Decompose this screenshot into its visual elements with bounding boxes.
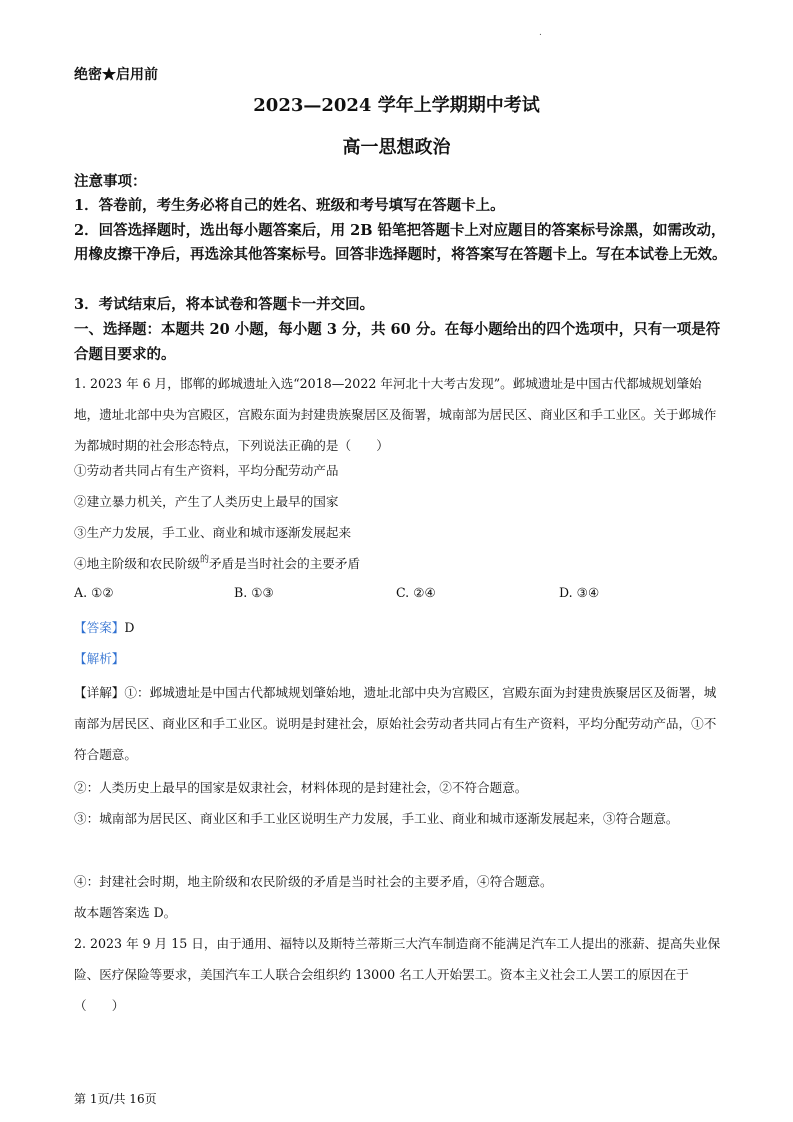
option-4-superscript: 的 xyxy=(199,555,209,565)
exam-subject: 高一思想政治 xyxy=(342,137,451,158)
detail-paragraph-4: ④：封建社会时期，地主阶级和农民阶级的矛盾是当时社会的主要矛盾，④符合题意。 xyxy=(74,874,553,889)
detail-paragraph-1: 【详解】①：邺城遗址是中国古代都城规划肇始地，遗址北部中央为宫殿区，宫殿东面为封建贵族聚居区及衙署，城南部为居民区、商业区和手工业区。说明是封建社会，原始社会劳动者共同占有生产资料，平均分配劳动产品，①不符合题意。 xyxy=(74,685,717,762)
question-2-stem: 2. 2023 年 9 月 15 日，由于通用、福特以及斯特兰蒂斯三大汽车制造商不能满足汽车工人提出的涨薪、提高失业保险、医疗保险等要求，美国汽车工人联合会组织约 13000 名工人开始罢工。资本主义社会工人罢工的原因在于（ ） xyxy=(74,936,721,1013)
exam-title: 2023—2024 学年上学期期中考试 xyxy=(253,95,540,116)
option-4-text-a: ④地主阶级和农民阶级 xyxy=(74,556,200,571)
corner-dot: . xyxy=(539,28,542,38)
question-1-option-2: ②建立暴力机关，产生了人类历史上最早的国家 xyxy=(74,494,339,509)
question-1-option-1: ①劳动者共同占有生产资料，平均分配劳动产品 xyxy=(74,463,339,478)
option-4-text-b: 矛盾是当时社会的主要矛盾 xyxy=(208,556,361,571)
question-1-stem: 1. 2023 年 6 月，邯郸的邺城遗址入选“2018—2022 年河北十大考古发现”。邺城遗址是中国古代都城规划肇始地，遗址北部中央为宫殿区，宫殿东面为封建贵族聚居区及衙署，城南部为居民区、商业区和手工业区。关于邺城作为都城时期的社会形态特点，下列说法正确的是（ ） xyxy=(74,376,717,453)
notice-heading: 注意事项： xyxy=(74,173,147,190)
question-1-choices xyxy=(74,585,734,609)
notice-item-2: 2．回答选择题时，选出每小题答案后，用 2B 铅笔把答题卡上对应题目的答案标号涂黑，如需改动，用橡皮擦干净后，再选涂其他答案标号。回答非选择题时，将答案写在答题卡上。写在本试卷上无效。 xyxy=(74,222,727,263)
question-1-option-3: ③生产力发展，手工业、商业和城市逐渐发展起来 xyxy=(74,525,352,540)
detail-paragraph-3: ③：城南部为居民区、商业区和手工业区说明生产力发展，手工业、商业和城市逐渐发展起来，③符合题意。 xyxy=(74,811,679,826)
notice-item-1: 1．答卷前，考生务必将自己的姓名、班级和考号填写在答题卡上。 xyxy=(74,197,505,214)
detail-conclusion: 故本题答案选 D。 xyxy=(74,905,177,920)
choice-b: B. ①③ xyxy=(234,585,274,600)
section-title: 一、选择题：本题共 20 小题，每小题 3 分，共 60 分。在每小题给出的四个选项中，只有一项是符合题目要求的。 xyxy=(74,321,721,363)
answer-value: D xyxy=(124,620,135,635)
confidential-mark: 绝密★启用前 xyxy=(74,67,158,83)
notice-item-3: 3．考试结束后，将本试卷和答题卡一并交回。 xyxy=(74,296,375,313)
choice-c: C. ②④ xyxy=(396,585,436,600)
analysis-label: 【解析】 xyxy=(74,651,125,666)
detail-paragraph-2: ②：人类历史上最早的国家是奴隶社会，材料体现的是封建社会，②不符合题意。 xyxy=(74,780,528,795)
question-1-option-4 xyxy=(74,553,360,572)
choice-d: D. ③④ xyxy=(559,585,600,600)
page-number: 第 1页/共 16页 xyxy=(74,1092,157,1106)
choice-a: A. ①② xyxy=(74,585,114,600)
answer-line xyxy=(74,617,134,636)
answer-label: 【答案】 xyxy=(74,620,125,635)
